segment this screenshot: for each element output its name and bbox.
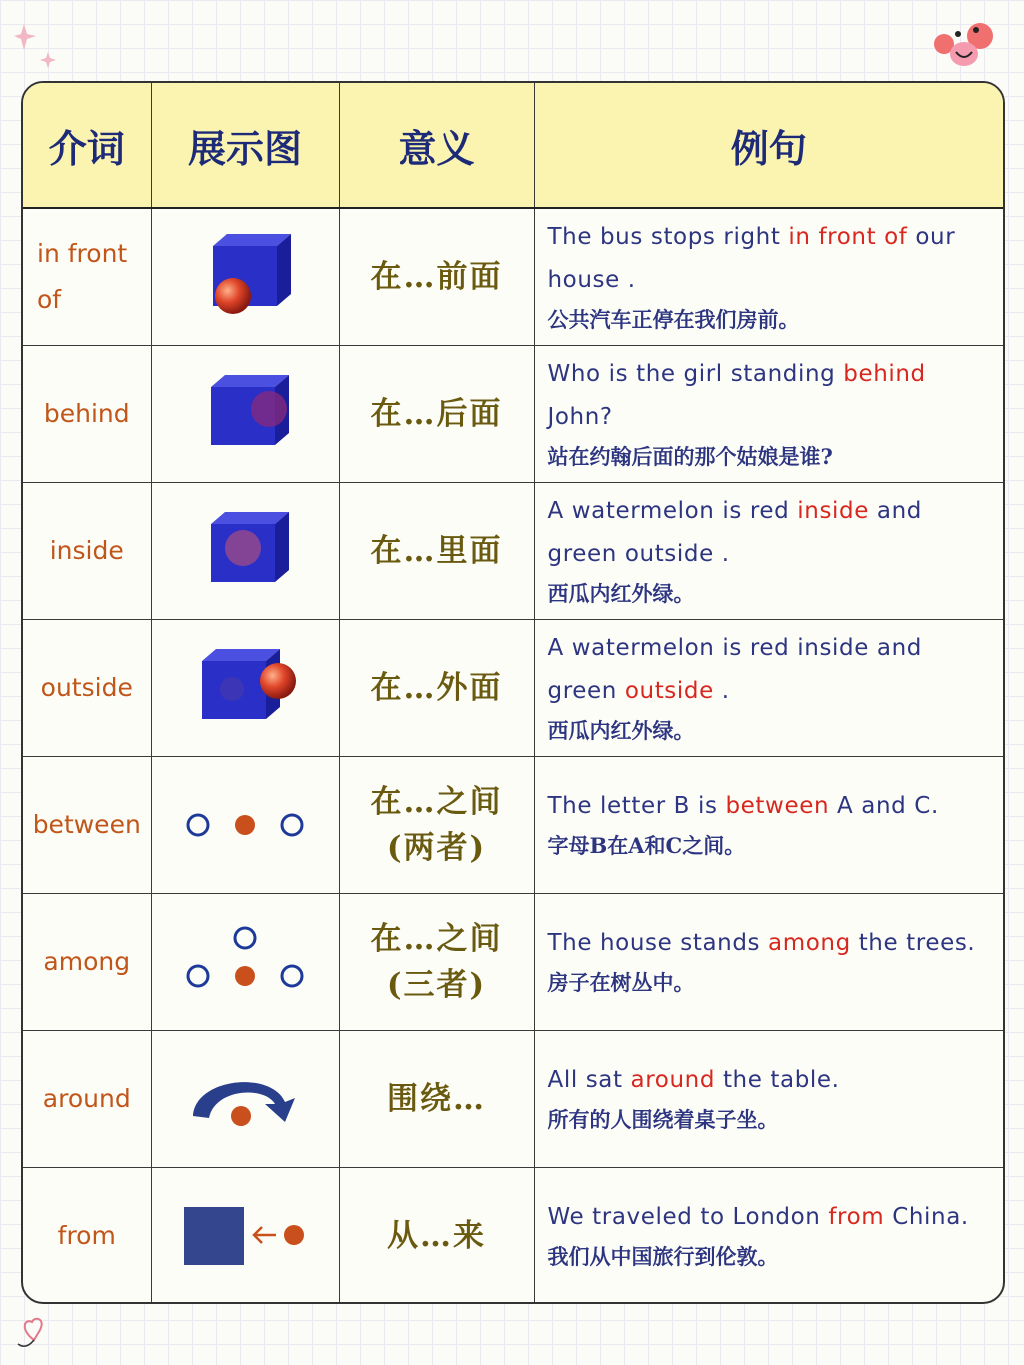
example-cell bbox=[534, 482, 1003, 619]
example-cell bbox=[534, 893, 1003, 1030]
figure-cell bbox=[151, 482, 339, 619]
example-cell bbox=[534, 619, 1003, 756]
dots-among-icon bbox=[180, 922, 310, 1002]
cube-ball-inside-icon bbox=[195, 506, 295, 596]
header-figure: 展示图 bbox=[151, 83, 339, 208]
meaning-cell: 在…后面 bbox=[339, 345, 534, 482]
example-english bbox=[548, 627, 998, 713]
meaning-line: (三者) bbox=[386, 966, 487, 1003]
figure-cell bbox=[151, 208, 339, 345]
header-example: 例句 bbox=[534, 83, 1003, 208]
preposition-word: behind bbox=[23, 345, 151, 482]
example-english bbox=[548, 1196, 998, 1239]
preposition-word: from bbox=[23, 1167, 151, 1304]
example-text: The bus stops right bbox=[547, 223, 789, 250]
dots-between-icon bbox=[180, 805, 310, 845]
meaning-cell: 围绕… bbox=[339, 1030, 534, 1167]
heart-swirl-icon bbox=[14, 1310, 54, 1350]
example-text: and green outside . bbox=[547, 497, 922, 567]
preposition-table-card bbox=[21, 81, 1005, 1304]
header-row bbox=[23, 83, 1003, 208]
example-highlight: inside bbox=[797, 497, 869, 524]
meaning-line: 在…之间 bbox=[370, 920, 503, 957]
meaning-cell bbox=[339, 893, 534, 1030]
example-cell bbox=[534, 756, 1003, 893]
example-cell bbox=[534, 208, 1003, 345]
word-line: of bbox=[37, 284, 62, 314]
smiley-face-icon bbox=[930, 16, 1002, 76]
example-highlight: outside bbox=[624, 677, 714, 704]
example-text: Who is the girl standing bbox=[547, 360, 844, 387]
figure-cell bbox=[151, 893, 339, 1030]
example-english bbox=[548, 785, 998, 828]
example-text: the table. bbox=[715, 1067, 840, 1093]
example-text: The letter B is bbox=[547, 793, 726, 819]
preposition-word: between bbox=[23, 756, 151, 893]
figure-cell bbox=[151, 619, 339, 756]
meaning-cell: 在…外面 bbox=[339, 619, 534, 756]
header-meaning: 意义 bbox=[339, 83, 534, 208]
word-line: in front bbox=[37, 238, 128, 268]
meaning-line: (两者) bbox=[386, 829, 487, 866]
example-highlight: between bbox=[725, 793, 830, 819]
meaning-cell: 从…来 bbox=[339, 1167, 534, 1304]
meaning-cell: 在…前面 bbox=[339, 208, 534, 345]
example-text: The house stands bbox=[547, 930, 769, 956]
preposition-table bbox=[23, 83, 1003, 1304]
example-text: our house . bbox=[547, 223, 956, 293]
sparkle-icon bbox=[12, 22, 60, 70]
example-cell bbox=[534, 1167, 1003, 1304]
example-chinese: 所有的人围绕着桌子坐。 bbox=[547, 1107, 779, 1132]
example-chinese: 我们从中国旅行到伦敦。 bbox=[547, 1244, 779, 1270]
example-highlight: behind bbox=[843, 360, 926, 387]
circular-arrow-icon bbox=[185, 1064, 305, 1134]
cube-ball-outside-icon bbox=[190, 643, 300, 733]
example-chinese: 房子在树丛中。 bbox=[547, 970, 695, 995]
square-arrow-from-icon bbox=[180, 1201, 310, 1271]
cube-ball-front-icon bbox=[195, 232, 295, 322]
meaning-cell bbox=[339, 756, 534, 893]
example-english bbox=[548, 490, 998, 576]
example-english bbox=[548, 353, 998, 439]
example-highlight: in front of bbox=[788, 223, 908, 250]
example-chinese: 公共汽车正停在我们房前。 bbox=[547, 306, 800, 332]
preposition-word bbox=[23, 208, 151, 345]
figure-cell bbox=[151, 756, 339, 893]
figure-cell bbox=[151, 1030, 339, 1167]
example-chinese: 西瓜内红外绿。 bbox=[547, 717, 695, 743]
preposition-word: inside bbox=[23, 482, 151, 619]
table-row bbox=[23, 1030, 1003, 1167]
example-highlight: from bbox=[828, 1204, 885, 1231]
example-text: . bbox=[713, 677, 730, 704]
figure-cell bbox=[151, 1167, 339, 1304]
example-chinese: 西瓜内红外绿。 bbox=[547, 580, 695, 606]
cube-ball-behind-icon bbox=[195, 369, 295, 459]
example-cell bbox=[534, 1030, 1003, 1167]
example-text: the trees. bbox=[850, 930, 976, 956]
header-preposition: 介词 bbox=[23, 83, 151, 208]
example-text: All sat bbox=[547, 1067, 631, 1093]
example-highlight: around bbox=[630, 1067, 716, 1093]
example-text: We traveled to London bbox=[547, 1204, 829, 1231]
example-text: A watermelon is red inside and green bbox=[547, 634, 922, 704]
meaning-line: 在…之间 bbox=[370, 783, 503, 820]
example-text: John? bbox=[547, 403, 613, 430]
example-english bbox=[548, 922, 998, 965]
example-english bbox=[548, 1059, 998, 1102]
example-chinese: 字母B在A和C之间。 bbox=[547, 833, 746, 858]
example-text: A watermelon is red bbox=[547, 497, 798, 524]
preposition-word: among bbox=[23, 893, 151, 1030]
table-row bbox=[23, 345, 1003, 482]
table-row bbox=[23, 619, 1003, 756]
table-row bbox=[23, 893, 1003, 1030]
example-text: A and C. bbox=[829, 793, 939, 819]
example-chinese: 站在约翰后面的那个姑娘是谁? bbox=[547, 443, 833, 469]
table-row bbox=[23, 1167, 1003, 1304]
example-cell bbox=[534, 345, 1003, 482]
figure-cell bbox=[151, 345, 339, 482]
example-text: China. bbox=[884, 1204, 969, 1231]
preposition-word: around bbox=[23, 1030, 151, 1167]
table-row bbox=[23, 208, 1003, 345]
example-highlight: among bbox=[768, 930, 851, 956]
example-english bbox=[548, 216, 998, 302]
meaning-cell: 在…里面 bbox=[339, 482, 534, 619]
table-row bbox=[23, 482, 1003, 619]
preposition-word: outside bbox=[23, 619, 151, 756]
table-row bbox=[23, 756, 1003, 893]
